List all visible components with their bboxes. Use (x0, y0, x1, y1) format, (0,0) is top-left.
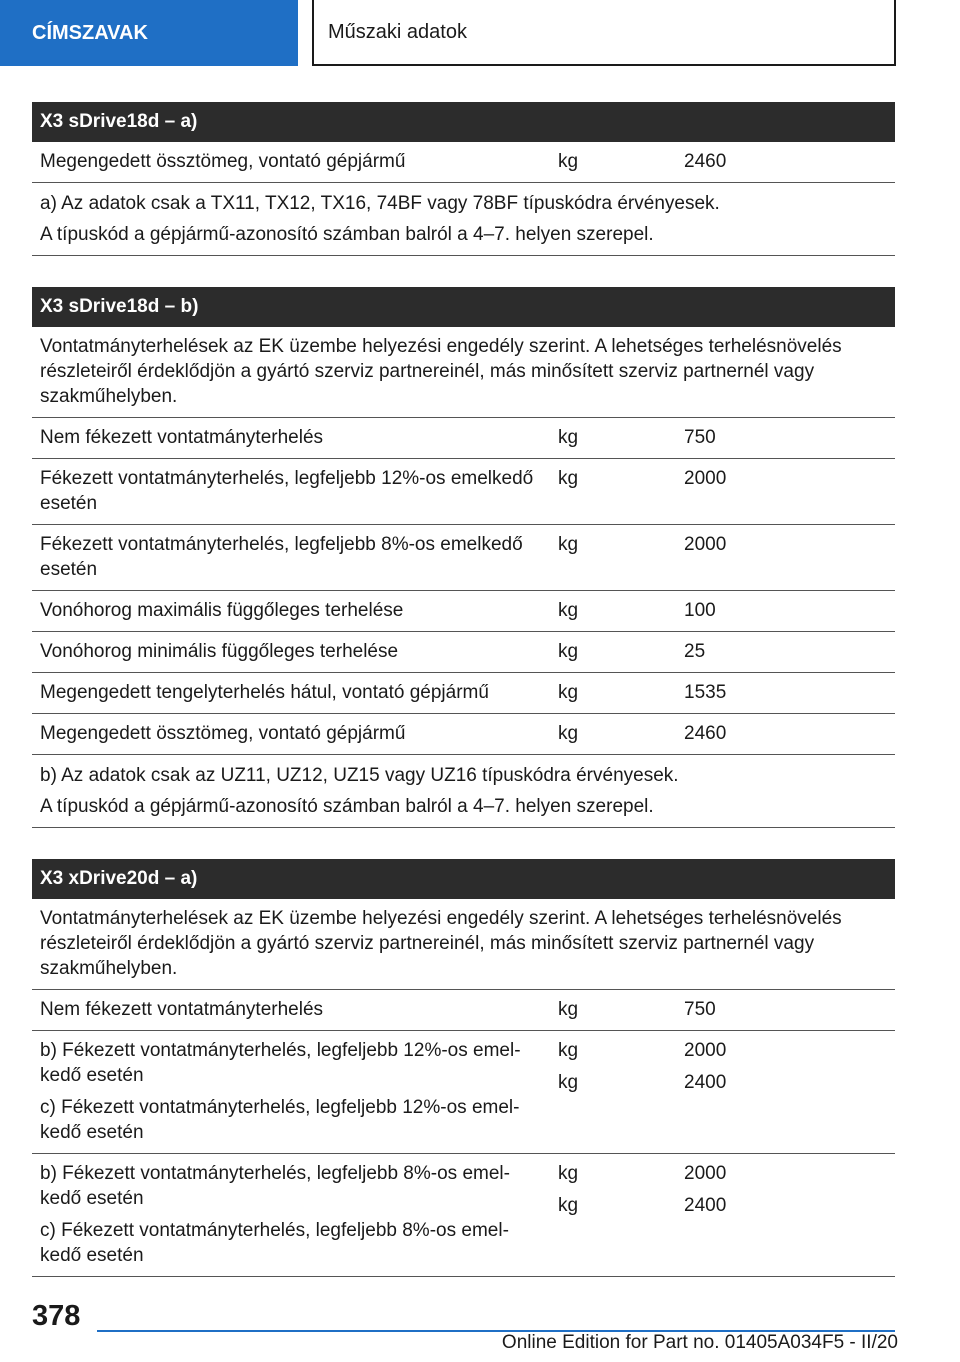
nav-tab-keywords[interactable]: CÍMSZAVAK (0, 0, 298, 66)
row-value: 2460 (684, 151, 727, 172)
table-intro: Vontatmányterhelések az EK üzembe helyezési engedély szerint. A lehetséges terhelésnövelés részleteiről érdeklődjön a gyártó szerviz partnereinél, más minősített szerviz partnernél vagy szakműhelyben. (32, 899, 895, 990)
section-title: Műszaki adatok (312, 0, 896, 66)
row-label (32, 1031, 548, 1153)
row-label: Nem fékezett vontatmányterhelés (40, 427, 324, 448)
top-bar (0, 0, 960, 66)
row-value: 100 (684, 600, 716, 621)
row-label (32, 1154, 548, 1276)
row-unit: kg (558, 427, 579, 448)
row-unit (548, 1154, 678, 1276)
note-line: b) Az adatok csak az UZ11, UZ12, UZ15 vagy UZ16 típuskódra érvényesek. (40, 765, 679, 786)
table-row (32, 418, 895, 459)
row-unit: kg (558, 723, 579, 744)
row-label: Megengedett tengelyterhelés hátul, vontató gépjármű (40, 682, 489, 703)
table-row (32, 1031, 895, 1154)
row-label-c: c) Fékezett vontatmányterhelés, legfeljebb 8%-os emelkedő esetén (40, 1220, 509, 1266)
table-row (32, 632, 895, 673)
table-row (32, 591, 895, 632)
note-line: A típuskód a gépjármű-azonosító számban balról a 4–7. helyen szerepel. (40, 224, 654, 245)
row-label-b: b) Fékezett vontatmányterhelés, legfeljebb 12%-os emelkedő esetén (40, 1040, 521, 1086)
row-value: 750 (684, 427, 716, 448)
row-value-c: 2400 (684, 1195, 727, 1216)
table-header: X3 sDrive18d – b) (32, 287, 895, 327)
table-row (32, 990, 895, 1031)
row-label-c: c) Fékezett vontatmányterhelés, legfeljebb 12%-os emelkedő esetén (40, 1097, 520, 1143)
row-label: Fékezett vontatmányterhelés, legfeljebb 8%-os emelkedő esetén (40, 534, 523, 580)
row-value-c: 2400 (684, 1072, 727, 1093)
table-row (32, 459, 895, 525)
table-row (32, 142, 895, 183)
row-label: Megengedett össztömeg, vontató gépjármű (40, 723, 406, 744)
table-row (32, 714, 895, 755)
row-unit: kg (558, 999, 579, 1020)
row-unit: kg (558, 641, 579, 662)
row-label-b: b) Fékezett vontatmányterhelés, legfeljebb 8%-os emelkedő esetén (40, 1163, 510, 1209)
page-number: 378 (32, 1300, 81, 1332)
row-unit (548, 1031, 678, 1153)
row-label: Fékezett vontatmányterhelés, legfeljebb 12%-os emelkedő esetén (40, 468, 534, 514)
footer-edition: Online Edition for Part no. 01405A034F5 - II/20 (501, 1332, 898, 1353)
row-unit-b: kg (558, 1040, 579, 1061)
table-intro: Vontatmányterhelések az EK üzembe helyezési engedély szerint. A lehetséges terhelésnövelés részleteiről érdeklődjön a gyártó szerviz partnereinél, más minősített szerviz partnernél vagy szakműhelyben. (32, 327, 895, 418)
note-line: a) Az adatok csak a TX11, TX12, TX16, 74BF vagy 78BF típuskódra érvényesek. (40, 193, 720, 214)
row-value-b: 2000 (684, 1040, 727, 1061)
row-value: 1535 (684, 682, 727, 703)
row-value (678, 1031, 895, 1153)
row-unit-b: kg (558, 1163, 579, 1184)
row-value: 2000 (684, 534, 727, 555)
row-value: 2000 (684, 468, 727, 489)
row-label: Vonóhorog minimális függőleges terhelése (40, 641, 399, 662)
table-header: X3 sDrive18d – a) (32, 102, 895, 142)
note-line: A típuskód a gépjármű-azonosító számban balról a 4–7. helyen szerepel. (40, 796, 654, 817)
row-unit: kg (558, 468, 579, 489)
table-row (32, 525, 895, 591)
table-row (32, 1154, 895, 1277)
table-note (32, 183, 895, 256)
row-unit: kg (558, 151, 579, 172)
row-unit-c: kg (558, 1195, 579, 1216)
row-value: 25 (684, 641, 706, 662)
row-unit: kg (558, 682, 579, 703)
row-value-b: 2000 (684, 1163, 727, 1184)
table-header: X3 xDrive20d – a) (32, 859, 895, 899)
row-value (678, 1154, 895, 1276)
row-label: Megengedett össztömeg, vontató gépjármű (40, 151, 406, 172)
row-unit: kg (558, 600, 579, 621)
row-label: Nem fékezett vontatmányterhelés (40, 999, 324, 1020)
row-unit-c: kg (558, 1072, 579, 1093)
table-note (32, 755, 895, 828)
content (32, 102, 895, 1277)
row-value: 750 (684, 999, 716, 1020)
row-unit: kg (558, 534, 579, 555)
table-row (32, 673, 895, 714)
row-value: 2460 (684, 723, 727, 744)
row-label: Vonóhorog maximális függőleges terhelése (40, 600, 404, 621)
